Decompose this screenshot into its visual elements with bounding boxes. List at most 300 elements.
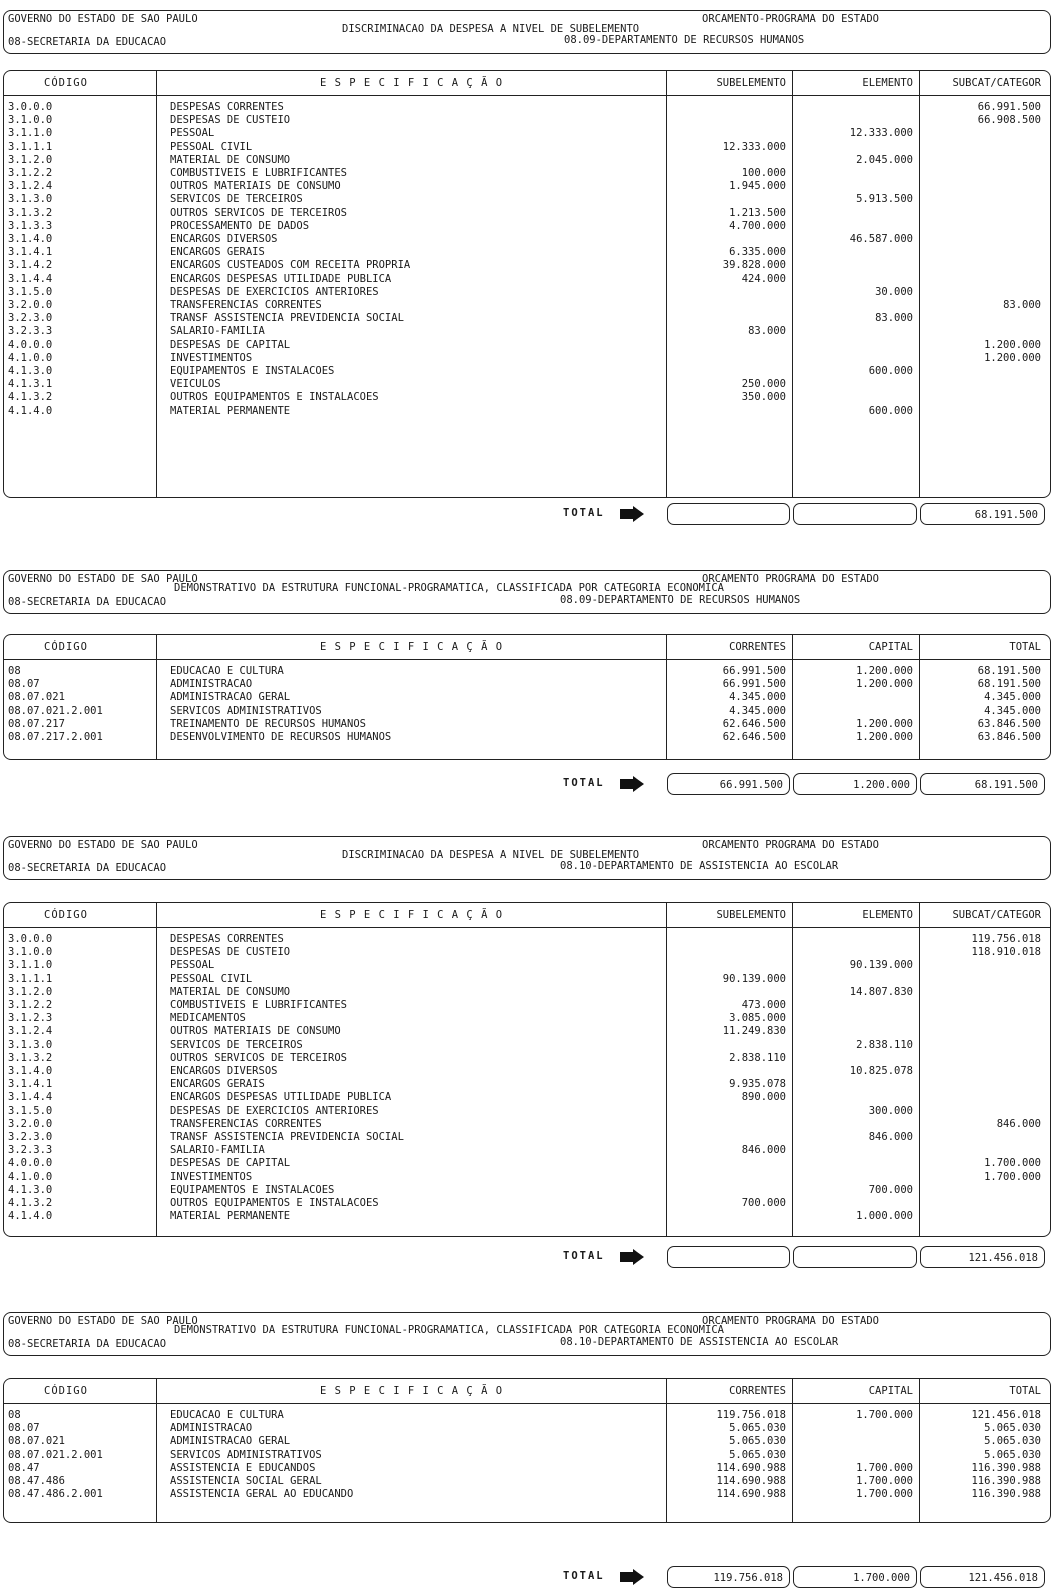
code-cell: 3.1.3.3 xyxy=(8,219,53,232)
table-row xyxy=(4,1065,1050,1078)
code-cell: 3.1.2.3 xyxy=(8,1012,53,1025)
budget-table xyxy=(3,902,1051,1237)
table-row xyxy=(4,193,1050,206)
table-row xyxy=(4,114,1050,127)
budget-program-label: ORCAMENTO-PROGRAMA DO ESTADO xyxy=(702,13,880,25)
value-cell: 114.690.988 xyxy=(716,1488,786,1501)
code-cell: 08.07.021 xyxy=(8,691,65,704)
code-cell: 3.1.5.0 xyxy=(8,1104,53,1117)
description-cell: ENCARGOS DIVERSOS xyxy=(170,233,278,245)
description-cell: ADMINISTRACAO xyxy=(170,1422,253,1435)
budget-program-label: ORCAMENTO PROGRAMA DO ESTADO xyxy=(702,573,880,585)
column-header: E S P E C I F I C A Ç Ã O xyxy=(320,1385,504,1397)
code-cell: 4.1.3.2 xyxy=(8,391,53,404)
description-cell: INVESTIMENTOS xyxy=(170,1170,253,1183)
table-row xyxy=(4,1210,1050,1223)
value-cell: 100.000 xyxy=(741,167,786,179)
government-name: GOVERNO DO ESTADO DE SAO PAULO xyxy=(8,573,198,585)
code-cell: 08 xyxy=(8,665,21,677)
code-cell: 08.47.486 xyxy=(8,1475,65,1487)
code-cell: 3.1.2.2 xyxy=(8,999,53,1011)
code-cell: 3.1.4.0 xyxy=(8,233,53,245)
description-cell: DESPESAS DE EXERCICIOS ANTERIORES xyxy=(170,285,379,298)
value-cell: 90.139.000 xyxy=(849,959,913,972)
value-cell: 62.646.500 xyxy=(722,731,786,743)
value-cell: 1.200.000 xyxy=(984,338,1041,351)
table-row xyxy=(4,1078,1050,1091)
table-row xyxy=(4,127,1050,140)
table-row xyxy=(4,286,1050,299)
government-name: GOVERNO DO ESTADO DE SAO PAULO xyxy=(8,839,198,851)
code-cell: 3.1.4.2 xyxy=(8,259,53,272)
description-cell: SERVICOS ADMINISTRATIVOS xyxy=(170,1448,322,1461)
description-cell: ASSISTENCIA GERAL AO EDUCANDO xyxy=(170,1488,354,1501)
value-cell: 12.333.000 xyxy=(849,127,913,140)
column-header: CORRENTES xyxy=(729,1385,786,1397)
table-row xyxy=(4,246,1050,259)
description-cell: DESPESAS DE CUSTEIO xyxy=(170,946,291,959)
table-row xyxy=(4,1184,1050,1197)
value-cell: 83.000 xyxy=(748,325,786,338)
value-cell: 116.390.988 xyxy=(971,1488,1041,1501)
total-box: 119.756.018 xyxy=(667,1566,790,1588)
table-row xyxy=(4,233,1050,246)
description-cell: SALARIO-FAMILIA xyxy=(170,325,265,338)
code-cell: 08.07.021.2.001 xyxy=(8,1448,103,1461)
table-row xyxy=(4,339,1050,352)
value-cell: 5.065.030 xyxy=(984,1422,1041,1435)
department-label: 08.10-DEPARTAMENTO DE ASSISTENCIA AO ESCOLAR xyxy=(560,1336,839,1348)
code-cell: 3.1.2.0 xyxy=(8,153,53,166)
table-row xyxy=(4,1409,1050,1422)
report-header xyxy=(3,836,1051,880)
table-row xyxy=(4,325,1050,338)
table-row xyxy=(4,1462,1050,1475)
secretaria-label: 08-SECRETARIA DA EDUCACAO xyxy=(8,1338,167,1350)
code-cell: 3.1.2.4 xyxy=(8,1025,53,1038)
column-header: ELEMENTO xyxy=(862,77,913,89)
value-cell: 1.700.000 xyxy=(856,1409,913,1421)
total-box xyxy=(793,503,917,525)
total-label: TOTAL xyxy=(563,1570,605,1582)
table-row xyxy=(4,1449,1050,1462)
table-row xyxy=(4,1012,1050,1025)
header-divider xyxy=(4,95,1050,96)
header-divider xyxy=(4,1403,1050,1404)
table-row xyxy=(4,352,1050,365)
value-cell: 4.700.000 xyxy=(729,219,786,232)
table-row xyxy=(4,167,1050,180)
total-arrow-icon xyxy=(620,1569,644,1585)
code-cell: 3.1.4.4 xyxy=(8,272,53,285)
value-cell: 1.200.000 xyxy=(856,717,913,730)
total-label: TOTAL xyxy=(563,507,605,519)
table-row xyxy=(4,365,1050,378)
column-header: ELEMENTO xyxy=(862,909,913,921)
value-cell: 119.756.018 xyxy=(971,933,1041,945)
column-header: CAPITAL xyxy=(868,641,913,653)
column-header: TOTAL xyxy=(1009,1385,1041,1397)
description-cell: DESPESAS DE CUSTEIO xyxy=(170,114,291,127)
code-cell: 3.0.0.0 xyxy=(8,101,53,113)
table-row xyxy=(4,973,1050,986)
value-cell: 5.065.030 xyxy=(984,1448,1041,1461)
code-cell: 3.1.5.0 xyxy=(8,285,53,298)
table-row xyxy=(4,299,1050,312)
total-arrow-icon xyxy=(620,776,644,792)
code-cell: 4.0.0.0 xyxy=(8,1157,53,1170)
description-cell: EDUCACAO E CULTURA xyxy=(170,1409,284,1421)
code-cell: 4.1.3.1 xyxy=(8,378,53,391)
column-header: E S P E C I F I C A Ç Ã O xyxy=(320,77,504,89)
description-cell: OUTROS SERVICOS DE TERCEIROS xyxy=(170,1051,348,1064)
value-cell: 114.690.988 xyxy=(716,1475,786,1487)
value-cell: 10.825.078 xyxy=(849,1065,913,1077)
table-row xyxy=(4,180,1050,193)
value-cell: 83.000 xyxy=(1003,299,1041,311)
column-header: CÓDIGO xyxy=(44,1385,88,1397)
description-cell: OUTROS MATERIAIS DE CONSUMO xyxy=(170,180,341,193)
description-cell: SERVICOS ADMINISTRATIVOS xyxy=(170,704,322,717)
secretaria-label: 08-SECRETARIA DA EDUCACAO xyxy=(8,36,167,48)
government-name: GOVERNO DO ESTADO DE SAO PAULO xyxy=(8,13,198,25)
value-cell: 90.139.000 xyxy=(722,972,786,985)
code-cell: 3.1.3.2 xyxy=(8,206,53,219)
code-cell: 3.1.0.0 xyxy=(8,114,53,127)
header-divider xyxy=(4,659,1050,660)
table-row xyxy=(4,273,1050,286)
value-cell: 1.700.000 xyxy=(856,1475,913,1487)
value-cell: 2.838.110 xyxy=(729,1051,786,1064)
table-row xyxy=(4,678,1050,691)
code-cell: 4.1.3.0 xyxy=(8,365,53,377)
total-box: 1.700.000 xyxy=(793,1566,917,1588)
table-row xyxy=(4,665,1050,678)
description-cell: DESPESAS DE CAPITAL xyxy=(170,1157,291,1170)
description-cell: ADMINISTRACAO xyxy=(170,678,253,691)
description-cell: COMBUSTIVEIS E LUBRIFICANTES xyxy=(170,167,348,179)
budget-program-label: ORCAMENTO PROGRAMA DO ESTADO xyxy=(702,1315,880,1327)
value-cell: 9.935.078 xyxy=(729,1078,786,1091)
description-cell: MATERIAL DE CONSUMO xyxy=(170,153,291,166)
table-row xyxy=(4,705,1050,718)
department-label: 08.09-DEPARTAMENTO DE RECURSOS HUMANOS xyxy=(560,594,801,606)
table-row xyxy=(4,259,1050,272)
code-cell: 3.1.4.1 xyxy=(8,1078,53,1091)
code-cell: 3.0.0.0 xyxy=(8,933,53,945)
value-cell: 600.000 xyxy=(868,404,913,417)
table-row xyxy=(4,391,1050,404)
table-row xyxy=(4,1039,1050,1052)
value-cell: 4.345.000 xyxy=(729,691,786,704)
value-cell: 83.000 xyxy=(875,312,913,325)
code-cell: 4.1.0.0 xyxy=(8,1170,53,1183)
total-box: 1.200.000 xyxy=(793,773,917,795)
value-cell: 890.000 xyxy=(741,1091,786,1104)
description-cell: TRANSF ASSISTENCIA PREVIDENCIA SOCIAL xyxy=(170,312,404,325)
report-header xyxy=(3,1312,1051,1356)
value-cell: 46.587.000 xyxy=(849,233,913,245)
code-cell: 4.1.3.0 xyxy=(8,1183,53,1196)
value-cell: 846.000 xyxy=(996,1117,1041,1130)
code-cell: 3.1.1.1 xyxy=(8,140,53,153)
total-label: TOTAL xyxy=(563,777,605,789)
column-header: CAPITAL xyxy=(868,1385,913,1397)
total-box xyxy=(793,1246,917,1268)
value-cell: 4.345.000 xyxy=(984,691,1041,704)
code-cell: 08.47 xyxy=(8,1461,40,1474)
table-row xyxy=(4,1105,1050,1118)
code-cell: 3.1.4.0 xyxy=(8,1065,53,1077)
value-cell: 2.838.110 xyxy=(856,1038,913,1051)
description-cell: VEICULOS xyxy=(170,378,221,391)
description-cell: PROCESSAMENTO DE DADOS xyxy=(170,219,310,232)
code-cell: 3.1.0.0 xyxy=(8,946,53,959)
code-cell: 08.07.021 xyxy=(8,1435,65,1448)
value-cell: 1.213.500 xyxy=(729,206,786,219)
table-row xyxy=(4,1144,1050,1157)
description-cell: TRANSFERENCIAS CORRENTES xyxy=(170,299,322,311)
report-title: DEMONSTRATIVO DA ESTRUTURA FUNCIONAL-PROGRAMATICA, CLASSIFICADA POR CATEGORIA ECONOMICA xyxy=(174,582,724,594)
code-cell: 08.07.021.2.001 xyxy=(8,704,103,717)
code-cell: 4.1.0.0 xyxy=(8,351,53,364)
department-label: 08.09-DEPARTAMENTO DE RECURSOS HUMANOS xyxy=(564,34,805,46)
description-cell: TRANSFERENCIAS CORRENTES xyxy=(170,1117,322,1130)
value-cell: 424.000 xyxy=(741,272,786,285)
description-cell: ASSISTENCIA SOCIAL GERAL xyxy=(170,1475,322,1487)
code-cell: 3.1.1.0 xyxy=(8,959,53,972)
description-cell: DESPESAS DE CAPITAL xyxy=(170,338,291,351)
value-cell: 63.846.500 xyxy=(977,731,1041,743)
table-row xyxy=(4,154,1050,167)
table-row xyxy=(4,220,1050,233)
value-cell: 30.000 xyxy=(875,285,913,298)
total-box: 68.191.500 xyxy=(920,773,1045,795)
description-cell: MEDICAMENTOS xyxy=(170,1012,246,1025)
description-cell: COMBUSTIVEIS E LUBRIFICANTES xyxy=(170,999,348,1011)
table-row xyxy=(4,1435,1050,1448)
code-cell: 08.07 xyxy=(8,678,40,691)
table-row xyxy=(4,1025,1050,1038)
table-row xyxy=(4,141,1050,154)
table-row xyxy=(4,1118,1050,1131)
value-cell: 114.690.988 xyxy=(716,1461,786,1474)
code-cell: 3.2.0.0 xyxy=(8,1117,53,1130)
code-cell: 4.1.3.2 xyxy=(8,1197,53,1209)
column-header: CÓDIGO xyxy=(44,641,88,653)
code-cell: 3.1.3.2 xyxy=(8,1051,53,1064)
budget-program-label: ORCAMENTO PROGRAMA DO ESTADO xyxy=(702,839,880,851)
value-cell: 250.000 xyxy=(741,378,786,391)
column-header: CÓDIGO xyxy=(44,77,88,89)
value-cell: 846.000 xyxy=(741,1144,786,1157)
value-cell: 12.333.000 xyxy=(722,140,786,153)
value-cell: 119.756.018 xyxy=(716,1409,786,1421)
code-cell: 3.2.0.0 xyxy=(8,299,53,311)
description-cell: DESPESAS CORRENTES xyxy=(170,101,284,113)
value-cell: 66.991.500 xyxy=(722,665,786,677)
code-cell: 3.2.3.0 xyxy=(8,312,53,325)
value-cell: 68.191.500 xyxy=(977,665,1041,677)
code-cell: 08 xyxy=(8,1409,21,1421)
description-cell: TRANSF ASSISTENCIA PREVIDENCIA SOCIAL xyxy=(170,1131,404,1143)
report-header xyxy=(3,570,1051,614)
value-cell: 39.828.000 xyxy=(722,259,786,272)
description-cell: ENCARGOS DESPESAS UTILIDADE PUBLICA xyxy=(170,1091,392,1104)
table-row xyxy=(4,207,1050,220)
code-cell: 4.1.4.0 xyxy=(8,404,53,417)
value-cell: 121.456.018 xyxy=(971,1409,1041,1421)
description-cell: SERVICOS DE TERCEIROS xyxy=(170,193,303,206)
code-cell: 3.2.3.0 xyxy=(8,1131,53,1143)
value-cell: 300.000 xyxy=(868,1104,913,1117)
table-row xyxy=(4,1488,1050,1501)
table-row xyxy=(4,731,1050,744)
total-arrow-icon xyxy=(620,506,644,522)
value-cell: 1.700.000 xyxy=(984,1170,1041,1183)
table-row xyxy=(4,1091,1050,1104)
description-cell: OUTROS SERVICOS DE TERCEIROS xyxy=(170,206,348,219)
description-cell: ADMINISTRACAO GERAL xyxy=(170,1435,291,1448)
value-cell: 700.000 xyxy=(741,1197,786,1209)
column-header: SUBCAT/CATEGOR xyxy=(952,77,1041,89)
code-cell: 08.47.486.2.001 xyxy=(8,1488,103,1501)
description-cell: OUTROS EQUIPAMENTOS E INSTALACOES xyxy=(170,1197,379,1209)
value-cell: 1.700.000 xyxy=(856,1488,913,1501)
table-row xyxy=(4,1131,1050,1144)
value-cell: 116.390.988 xyxy=(971,1475,1041,1487)
description-cell: EDUCACAO E CULTURA xyxy=(170,665,284,677)
total-box xyxy=(667,1246,790,1268)
description-cell: OUTROS MATERIAIS DE CONSUMO xyxy=(170,1025,341,1038)
total-box: 66.991.500 xyxy=(667,773,790,795)
government-name: GOVERNO DO ESTADO DE SAO PAULO xyxy=(8,1315,198,1327)
report-title: DISCRIMINACAO DA DESPESA A NIVEL DE SUBELEMENTO xyxy=(342,23,640,35)
description-cell: SALARIO-FAMILIA xyxy=(170,1144,265,1157)
table-row xyxy=(4,1171,1050,1184)
table-row xyxy=(4,378,1050,391)
table-row xyxy=(4,946,1050,959)
value-cell: 2.045.000 xyxy=(856,153,913,166)
code-cell: 08.07 xyxy=(8,1422,40,1435)
total-box xyxy=(667,503,790,525)
value-cell: 66.991.500 xyxy=(722,678,786,691)
table-row xyxy=(4,101,1050,114)
value-cell: 600.000 xyxy=(868,365,913,377)
code-cell: 08.07.217 xyxy=(8,717,65,730)
value-cell: 66.908.500 xyxy=(977,114,1041,127)
code-cell: 3.1.3.0 xyxy=(8,1038,53,1051)
value-cell: 63.846.500 xyxy=(977,717,1041,730)
budget-table xyxy=(3,70,1051,498)
description-cell: INVESTIMENTOS xyxy=(170,351,253,364)
code-cell: 3.1.4.4 xyxy=(8,1091,53,1104)
budget-table xyxy=(3,634,1051,760)
value-cell: 68.191.500 xyxy=(977,678,1041,691)
code-cell: 4.0.0.0 xyxy=(8,338,53,351)
budget-table xyxy=(3,1378,1051,1523)
value-cell: 1.200.000 xyxy=(856,678,913,691)
code-cell: 3.1.2.4 xyxy=(8,180,53,193)
description-cell: DESPESAS CORRENTES xyxy=(170,933,284,945)
value-cell: 1.200.000 xyxy=(856,731,913,743)
description-cell: ENCARGOS CUSTEADOS COM RECEITA PROPRIA xyxy=(170,259,411,272)
value-cell: 14.807.830 xyxy=(849,985,913,998)
description-cell: ADMINISTRACAO GERAL xyxy=(170,691,291,704)
description-cell: OUTROS EQUIPAMENTOS E INSTALACOES xyxy=(170,391,379,404)
code-cell: 3.1.2.0 xyxy=(8,985,53,998)
description-cell: DESPESAS DE EXERCICIOS ANTERIORES xyxy=(170,1104,379,1117)
description-cell: PESSOAL CIVIL xyxy=(170,140,253,153)
total-arrow-icon xyxy=(620,1249,644,1265)
code-cell: 4.1.4.0 xyxy=(8,1210,53,1223)
value-cell: 700.000 xyxy=(868,1183,913,1196)
description-cell: EQUIPAMENTOS E INSTALACOES xyxy=(170,365,335,377)
column-header: SUBCAT/CATEGOR xyxy=(952,909,1041,921)
header-divider xyxy=(4,927,1050,928)
total-box: 68.191.500 xyxy=(920,503,1045,525)
description-cell: PESSOAL CIVIL xyxy=(170,972,253,985)
value-cell: 1.200.000 xyxy=(856,665,913,677)
value-cell: 66.991.500 xyxy=(977,101,1041,113)
column-header: CORRENTES xyxy=(729,641,786,653)
column-header: SUBELEMENTO xyxy=(716,77,786,89)
total-label: TOTAL xyxy=(563,1250,605,1262)
description-cell: SERVICOS DE TERCEIROS xyxy=(170,1038,303,1051)
value-cell: 1.200.000 xyxy=(984,351,1041,364)
value-cell: 5.065.030 xyxy=(984,1435,1041,1448)
code-cell: 08.07.217.2.001 xyxy=(8,731,103,743)
table-row xyxy=(4,405,1050,418)
table-row xyxy=(4,933,1050,946)
table-row xyxy=(4,1052,1050,1065)
code-cell: 3.1.1.1 xyxy=(8,972,53,985)
column-header: E S P E C I F I C A Ç Ã O xyxy=(320,909,504,921)
value-cell: 118.910.018 xyxy=(971,946,1041,959)
value-cell: 116.390.988 xyxy=(971,1461,1041,1474)
value-cell: 350.000 xyxy=(741,391,786,404)
description-cell: ENCARGOS DIVERSOS xyxy=(170,1065,278,1077)
total-box: 121.456.018 xyxy=(920,1566,1045,1588)
description-cell: MATERIAL PERMANENTE xyxy=(170,1210,291,1223)
value-cell: 4.345.000 xyxy=(984,704,1041,717)
description-cell: ENCARGOS GERAIS xyxy=(170,246,265,259)
value-cell: 1.700.000 xyxy=(984,1157,1041,1170)
table-row xyxy=(4,691,1050,704)
value-cell: 62.646.500 xyxy=(722,717,786,730)
report-header xyxy=(3,10,1051,54)
description-cell: ENCARGOS GERAIS xyxy=(170,1078,265,1091)
value-cell: 846.000 xyxy=(868,1131,913,1143)
column-header: TOTAL xyxy=(1009,641,1041,653)
description-cell: PESSOAL xyxy=(170,959,215,972)
description-cell: MATERIAL DE CONSUMO xyxy=(170,985,291,998)
table-row xyxy=(4,986,1050,999)
description-cell: TREINAMENTO DE RECURSOS HUMANOS xyxy=(170,717,366,730)
value-cell: 6.335.000 xyxy=(729,246,786,259)
value-cell: 5.065.030 xyxy=(729,1435,786,1448)
table-row xyxy=(4,1157,1050,1170)
report-title: DEMONSTRATIVO DA ESTRUTURA FUNCIONAL-PROGRAMATICA, CLASSIFICADA POR CATEGORIA ECONOMICA xyxy=(174,1324,724,1336)
value-cell: 4.345.000 xyxy=(729,704,786,717)
value-cell: 1.000.000 xyxy=(856,1210,913,1223)
description-cell: EQUIPAMENTOS E INSTALACOES xyxy=(170,1183,335,1196)
code-cell: 3.1.4.1 xyxy=(8,246,53,259)
code-cell: 3.1.2.2 xyxy=(8,167,53,179)
code-cell: 3.2.3.3 xyxy=(8,1144,53,1157)
value-cell: 1.700.000 xyxy=(856,1461,913,1474)
table-row xyxy=(4,999,1050,1012)
